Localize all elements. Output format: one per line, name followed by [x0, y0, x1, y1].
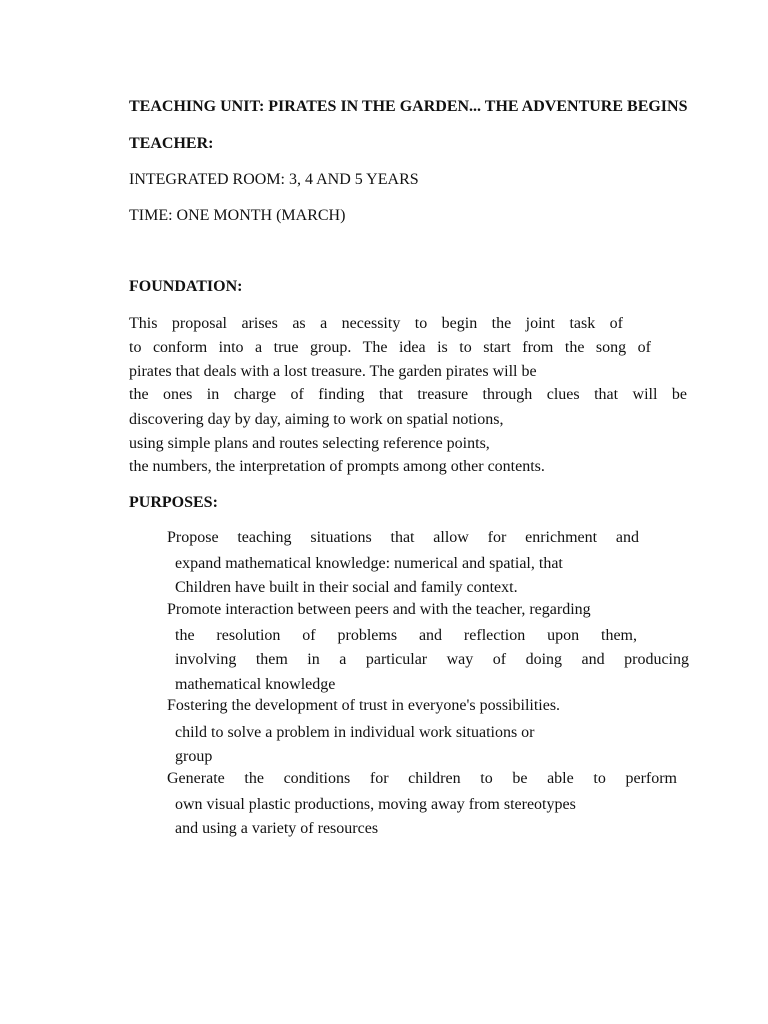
foundation-line: using simple plans and routes selecting reference points,	[129, 435, 490, 452]
purpose-text: Fostering the development of trust in everyone's possibilities.	[167, 697, 561, 714]
foundation-line: pirates that deals with a lost treasure. The garden pirates will be	[129, 363, 537, 380]
purpose-text: Promote interaction between peers and with the teacher, regarding	[167, 601, 591, 618]
purpose-text: Propose teaching situations that allow for enrichment and	[167, 529, 639, 546]
time-info: TIME: ONE MONTH (MARCH)	[129, 207, 346, 224]
purpose-first-line	[153, 528, 639, 548]
purpose-line: expand mathematical knowledge: numerical and spatial, that	[175, 555, 563, 572]
purpose-first-line	[153, 696, 560, 716]
foundation-line: the ones in charge of finding that treasure through clues that will be	[129, 386, 687, 403]
bullet-marker	[153, 528, 167, 548]
purpose-line: and using a variety of resources	[175, 820, 379, 837]
foundation-line: to conform into a true group. The idea is to start from the song of	[129, 339, 651, 356]
purpose-first-line	[153, 769, 677, 789]
purpose-line: mathematical knowledge	[175, 676, 336, 693]
purpose-line: Children have built in their social and family context.	[175, 579, 518, 596]
foundation-line: This proposal arises as a necessity to begin the joint task of	[129, 315, 623, 332]
foundation-line: discovering day by day, aiming to work on spatial notions,	[129, 411, 504, 428]
purpose-first-line	[153, 600, 591, 620]
bullet-marker	[153, 696, 167, 716]
teacher-label: TEACHER:	[129, 135, 214, 152]
purpose-line: own visual plastic productions, moving away from stereotypes	[175, 796, 576, 813]
room-info: INTEGRATED ROOM: 3, 4 AND 5 YEARS	[129, 171, 419, 188]
purpose-text: Generate the conditions for children to be able to perform	[167, 770, 677, 787]
bullet-marker	[153, 769, 167, 789]
purpose-line: group	[175, 748, 213, 765]
purpose-line: involving them in a particular way of doing and producing	[175, 651, 689, 668]
purposes-heading: PURPOSES:	[129, 494, 218, 511]
unit-title: TEACHING UNIT: PIRATES IN THE GARDEN... THE ADVENTURE BEGINS	[129, 98, 688, 115]
foundation-heading: FOUNDATION:	[129, 278, 243, 295]
bullet-marker	[153, 600, 167, 620]
purpose-line: the resolution of problems and reflection upon them,	[175, 627, 637, 644]
purpose-line: child to solve a problem in individual work situations or	[175, 724, 535, 741]
foundation-line: the numbers, the interpretation of prompts among other contents.	[129, 458, 545, 475]
